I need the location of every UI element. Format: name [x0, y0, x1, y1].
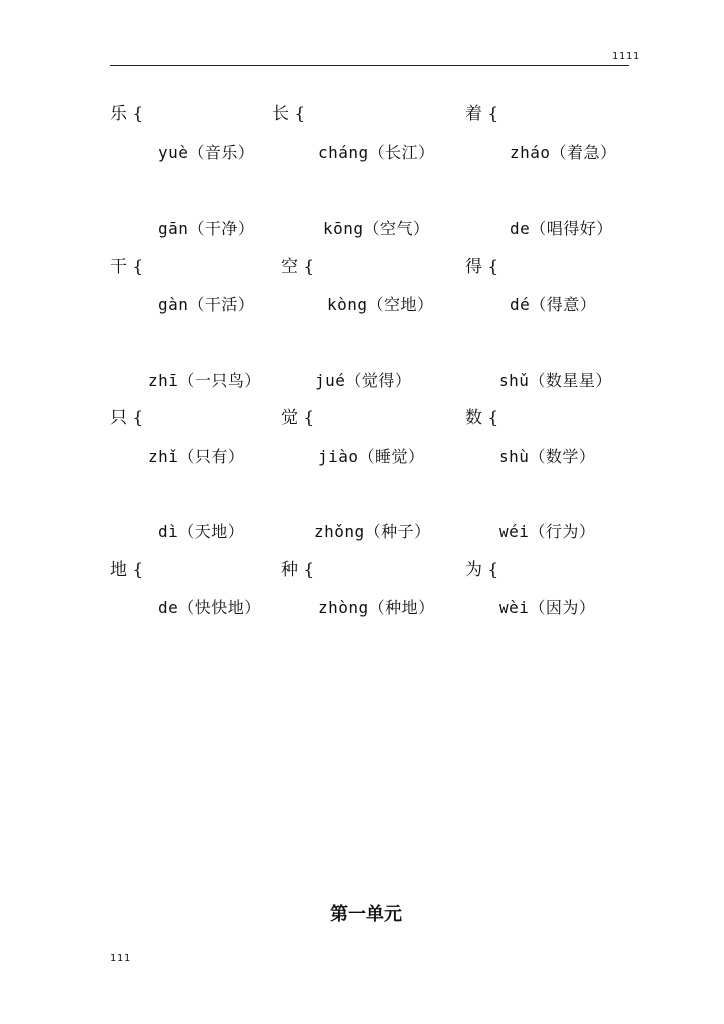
entry-char: 数 { — [465, 408, 499, 428]
entry-char: 长 { — [272, 104, 306, 124]
entry-reading-top: kōng（空气） — [323, 219, 430, 238]
entry-reading-bottom: zháo（着急） — [510, 143, 617, 162]
entry-reading-bottom: jiào（睡觉） — [318, 447, 425, 466]
entry-reading-top: zhī（一只鸟） — [148, 371, 261, 390]
entry-reading-bottom: shù（数学） — [499, 447, 596, 466]
entry-char: 觉 { — [281, 408, 315, 428]
entry-reading-bottom: dé（得意） — [510, 295, 597, 314]
header-rule — [110, 65, 629, 66]
unit-title: 第一单元 — [330, 904, 402, 925]
entry-reading-bottom: yuè（音乐） — [158, 143, 255, 162]
entry-reading-top: wéi（行为） — [499, 522, 596, 541]
entry-reading-bottom: de（快快地） — [158, 598, 261, 617]
entry-reading-top: gān（干净） — [158, 219, 255, 238]
entry-char: 种 { — [281, 560, 315, 580]
entry-char: 地 { — [110, 560, 144, 580]
entry-char: 空 { — [281, 257, 315, 277]
entry-reading-bottom: zhòng（种地） — [318, 598, 435, 617]
entry-char: 干 { — [110, 257, 144, 277]
entry-char: 只 { — [110, 408, 144, 428]
header-page-number: 1111 — [612, 51, 641, 62]
entry-char: 着 { — [465, 104, 499, 124]
entry-reading-top: shǔ（数星星） — [499, 371, 612, 390]
entry-char: 得 { — [465, 257, 499, 277]
entry-reading-top: de（唱得好） — [510, 219, 613, 238]
entry-reading-top: jué（觉得） — [315, 371, 412, 390]
entry-reading-bottom: cháng（长江） — [318, 143, 435, 162]
entry-reading-bottom: kòng（空地） — [327, 295, 434, 314]
footer-page-number: 111 — [110, 953, 132, 964]
entry-reading-top: zhǒng（种子） — [314, 522, 431, 541]
entry-reading-bottom: wèi（因为） — [499, 598, 596, 617]
entry-reading-bottom: gàn（干活） — [158, 295, 255, 314]
entry-reading-top: dì（天地） — [158, 522, 245, 541]
entry-char: 乐 { — [110, 104, 144, 124]
entry-char: 为 { — [465, 560, 499, 580]
entry-reading-bottom: zhǐ（只有） — [148, 447, 245, 466]
